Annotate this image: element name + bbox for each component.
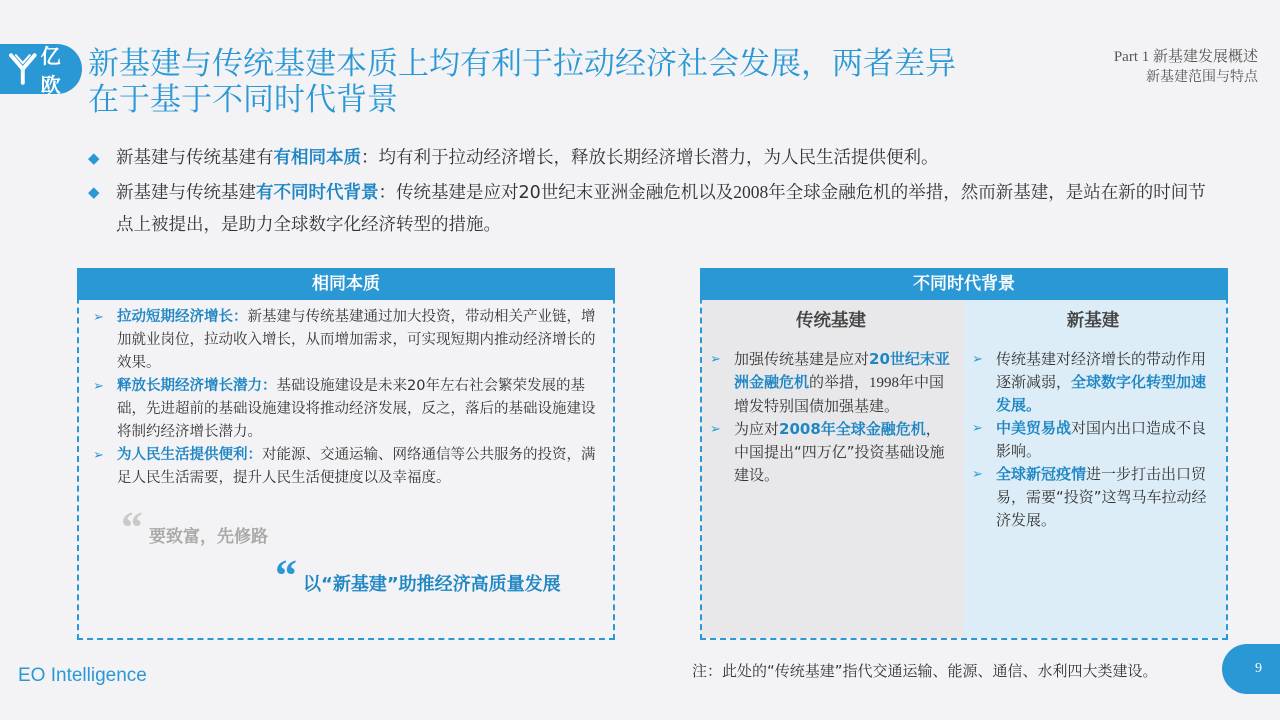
different-era-header: 不同时代背景 [700,268,1228,300]
point-highlight: 全球新冠疫情 [996,465,1087,483]
bullet-highlight: 有相同本质 [273,148,361,168]
brand-footer: EO Intelligence [18,665,147,686]
bullet-text: 新基建与传统基建有 [116,148,274,168]
bullet-same-essence [88,142,1218,174]
diamond-icon: ◆ [88,183,100,201]
point-highlight: 20世纪末亚洲金融危机 [734,350,950,391]
arrow-bullet-icon: ➢ [972,352,983,367]
point-convenience [93,444,599,490]
point-year: 1998 [869,375,900,391]
page-number: 9 [1222,644,1280,694]
point-highlight: 2008年全球金融危机 [779,420,926,438]
point-text: 为应对 [734,420,780,438]
footnote: 注：此处的“传统基建”指代交通运输、能源、通信、水利四大类建设。 [692,662,1158,680]
new-point-trade-war [972,417,1214,463]
point-text: ，中国提出“四万亿”投资基础设施建设。 [734,420,945,484]
arrow-bullet-icon: ➢ [710,422,721,437]
quote-new-infra [275,551,561,600]
traditional-point-1998 [710,348,952,418]
logo [0,44,82,97]
traditional-point-2008 [710,418,952,487]
point-text: 年中国增发特别国债加强基建。 [734,373,945,415]
bullet-text: ：均有利于拉动经济增长，释放长期经济增长潜力，为人民生活提供便利。 [361,148,939,168]
intro-bullets [88,142,1218,243]
section-label [1114,47,1258,87]
arrow-bullet-icon: ➢ [93,310,104,325]
point-highlight: 全球数字化转型加速发展。 [996,373,1207,414]
point-title: 拉动短期经济增长： [117,309,248,325]
bullet-text: ：传统基建是应对20世纪末亚洲金融危机以及 [378,183,734,203]
quote-build-roads [121,503,268,552]
point-text: 基础设施建设是未来20年左右社会繁荣发展的基础，先进超前的基础设施建设将推动经济发展，反之，落后的基础设施建设将制约经济增长潜力。 [117,378,596,440]
new-infra-column [964,300,1226,638]
point-highlight: 中美贸易战 [996,419,1072,437]
point-text: 对国内出口造成不良影响。 [996,419,1207,460]
traditional-infra-header: 传统基建 [796,311,866,331]
new-point-digital [972,348,1214,417]
quote-mark-icon: “ [275,551,297,600]
bullet-different-era [88,176,1218,241]
point-title: 为人民生活提供便利： [117,447,262,463]
arrow-bullet-icon: ➢ [972,421,983,436]
page-title: 新基建与传统基建本质上均有利于拉动经济社会发展，两者差异在于基于不同时代背景 [88,46,956,118]
point-text: 新基建与传统基建通过加大投资，带动相关产业链，增加就业岗位，拉动收入增长，从而增加需求，可实现短期内推动经济增长的效果。 [117,309,596,371]
point-text: 对能源、交通运输、网络通信等公共服务的投资，满足人民生活需要，提升人民生活便捷度以及幸福度。 [117,447,596,486]
section-part: Part 1 新基建发展概述 [1113,49,1258,65]
arrow-bullet-icon: ➢ [93,379,104,394]
bullet-highlight: 有不同时代背景 [256,183,379,203]
bullet-text: 新基建与传统基建 [116,183,256,203]
quote-text: 要致富，先修路 [149,527,268,547]
point-text: 传统基建对经济增长的带动作用逐渐减弱， [996,350,1207,391]
bullet-year: 2008 [733,182,769,202]
arrow-bullet-icon: ➢ [972,467,983,482]
point-text: 进一步打击出口贸易，需要“投资”这驾马车拉动经济发展。 [996,465,1207,529]
different-era-panel [700,268,1228,640]
same-essence-panel [77,268,615,640]
logo-text: 亿欧 [40,44,62,97]
quote-text: 以“新基建”助推经济高质量发展 [303,574,561,595]
bullet-text: 年全球金融危机的举措，然而新基建，是站在新的时间节点上被提出，是助力全球数字化经济转型的措施。 [116,183,1206,235]
point-text: 加强传统基建是应对 [734,350,870,368]
diamond-icon: ◆ [88,149,100,167]
quote-mark-icon: “ [121,503,143,552]
yiou-logo-icon [8,52,38,86]
arrow-bullet-icon: ➢ [93,448,104,463]
new-point-pandemic [972,463,1214,532]
point-title: 释放长期经济增长潜力： [117,378,277,394]
section-sub: 新基建范围与特点 [1146,69,1258,85]
same-essence-header: 相同本质 [77,268,615,300]
arrow-bullet-icon: ➢ [710,352,721,367]
point-short-term-growth [93,306,599,375]
point-text: 的举措， [809,373,870,391]
new-infra-header: 新基建 [1066,311,1120,331]
point-long-term-potential [93,375,599,444]
traditional-infra-column [702,300,964,638]
